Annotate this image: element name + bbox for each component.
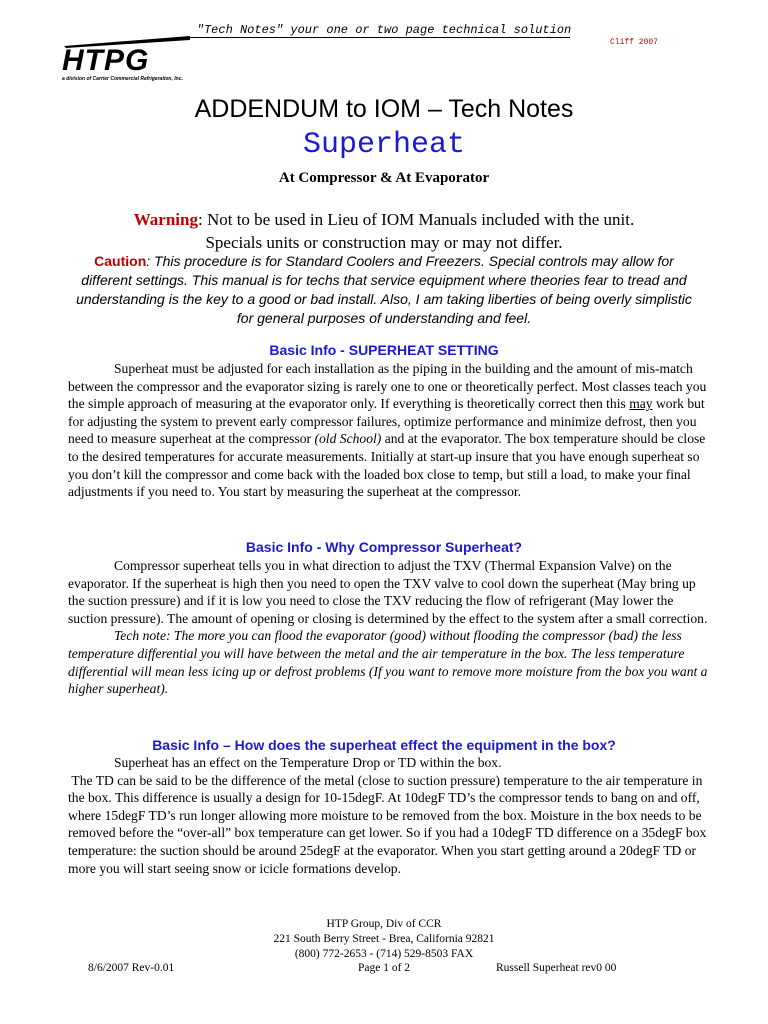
- caution-label: Caution: [94, 253, 147, 269]
- para-text: Superheat has an effect on the Temperature Drop or TD within the box.: [114, 755, 502, 770]
- para-text: The TD can be said to be the difference of the metal (close to suction pressure) temperature to the air temperature in the box. This difference is usually a design for 10-15degF. At 10degF TD’s the compressor tends to bang on and off, where 15degF TD’s run longer allowing more moisture to be removed from the box. Moisture in the box needs to be removed before the “over-all” box temperature can get lower. So if you had a 10degF TD difference on a 35degF box temperature: the suction should be around 25degF at the evaporator. When you start getting around a 20degF TD or more you will start seeing snow or icicle formations develop.: [68, 772, 707, 876]
- footer-address: 221 South Berry Street - Brea, California 92821: [273, 933, 495, 945]
- corner-note: Cliff 2007: [610, 38, 659, 47]
- subtitle: At Compressor & At Evaporator: [278, 170, 490, 186]
- section-body-effect-equipment: [68, 754, 708, 877]
- section-heading-why-compressor: Basic Info - Why Compressor Superheat?: [245, 539, 523, 555]
- caution-text: : This procedure is for Standard Coolers and Freezers. Special controls may allow for different settings. This manual is for techs that service equipment where theories fear to tread and understanding is the key to a good or bad install. Also, I am taking liberties of being overly simplistic for general purposes of understanding and feel.: [76, 253, 692, 326]
- footer-address-block: [0, 917, 768, 962]
- footer-doc-id: Russell Superheat rev0 00: [496, 962, 617, 974]
- logo-subtext: a division of Carrier Commercial Refrigeration, Inc.: [62, 76, 183, 82]
- para-text: Superheat must be adjusted for each installation as the piping in the building and the amount of mis-match between the compressor and the evaporator sizing is rarely one to one or theoretically perfect. Most classes teach you the simple approach of measuring at the evaporator only. If everything is theoretically correct then this: [68, 361, 707, 412]
- footer-page-number: Page 1 of 2: [357, 962, 411, 974]
- tech-note-text: Tech note: The more you can flood the evaporator (good) without flooding the compressor (bad) the less temperature differential you will have between the metal and the air temperature in the box. The less temperature differential will mean less icing up or defrost problems (If you want to remove more moisture from the box you want a higher superheat).: [68, 628, 708, 697]
- section-heading-effect-equipment: Basic Info – How does the superheat effect the equipment in the box?: [152, 737, 616, 753]
- warning-block: [0, 208, 768, 254]
- para-text: work but for adjusting the system to prevent early compressor failures, optimize performance and minimize defrost, then you need to measure superheat at the compressor: [68, 396, 705, 447]
- htpg-logo: [62, 46, 237, 88]
- caution-block: [70, 252, 698, 328]
- para-underlined-may: may: [629, 396, 653, 412]
- warning-line2: Specials units or construction may or may not differ.: [205, 233, 563, 252]
- para-text: and at the evaporator. The box temperature should be close to the desired temperatures for accurate measurements. Initially at start-up insure that you have enough superheat so you don’t kill the compressor and come back with the loaded box close to temp, but still a load, to make your final adjustments if you need to. You start by measuring the superheat at the compressor.: [68, 431, 706, 500]
- header-tagline: "Tech Notes" your one or two page technical solution: [196, 23, 572, 37]
- para-italic-old-school: (old School): [314, 431, 382, 447]
- warning-label: Warning: [133, 210, 198, 229]
- warning-line1: : Not to be used in Lieu of IOM Manuals included with the unit.: [197, 210, 635, 229]
- section-body-why-compressor: [68, 557, 708, 698]
- footer-phone: (800) 772-2653 - (714) 529-8503 FAX: [294, 948, 474, 960]
- footer-date-rev: 8/6/2007 Rev-0.01: [88, 962, 175, 974]
- tagline-underline: [190, 37, 570, 38]
- section-body-superheat-setting: [68, 360, 708, 501]
- footer-company: HTP Group, Div of CCR: [326, 918, 442, 930]
- document-title: ADDENDUM to IOM – Tech Notes: [194, 95, 574, 123]
- topic-title: Superheat: [302, 128, 466, 162]
- para-text: Compressor superheat tells you in what direction to adjust the TXV (Thermal Expansion Valve) on the evaporator. If the superheat is high then you need to open the TXV valve to cool down the superheat (May bring up the suction pressure) and if it is low you need to close the TXV reducing the flow of refrigerant (May lower the suction pressure). The amount of opening or closing is determined by the effect to the system after a small correction.: [68, 558, 708, 626]
- section-heading-superheat-setting: Basic Info - SUPERHEAT SETTING: [269, 342, 499, 358]
- logo-text: HTPG: [62, 44, 150, 77]
